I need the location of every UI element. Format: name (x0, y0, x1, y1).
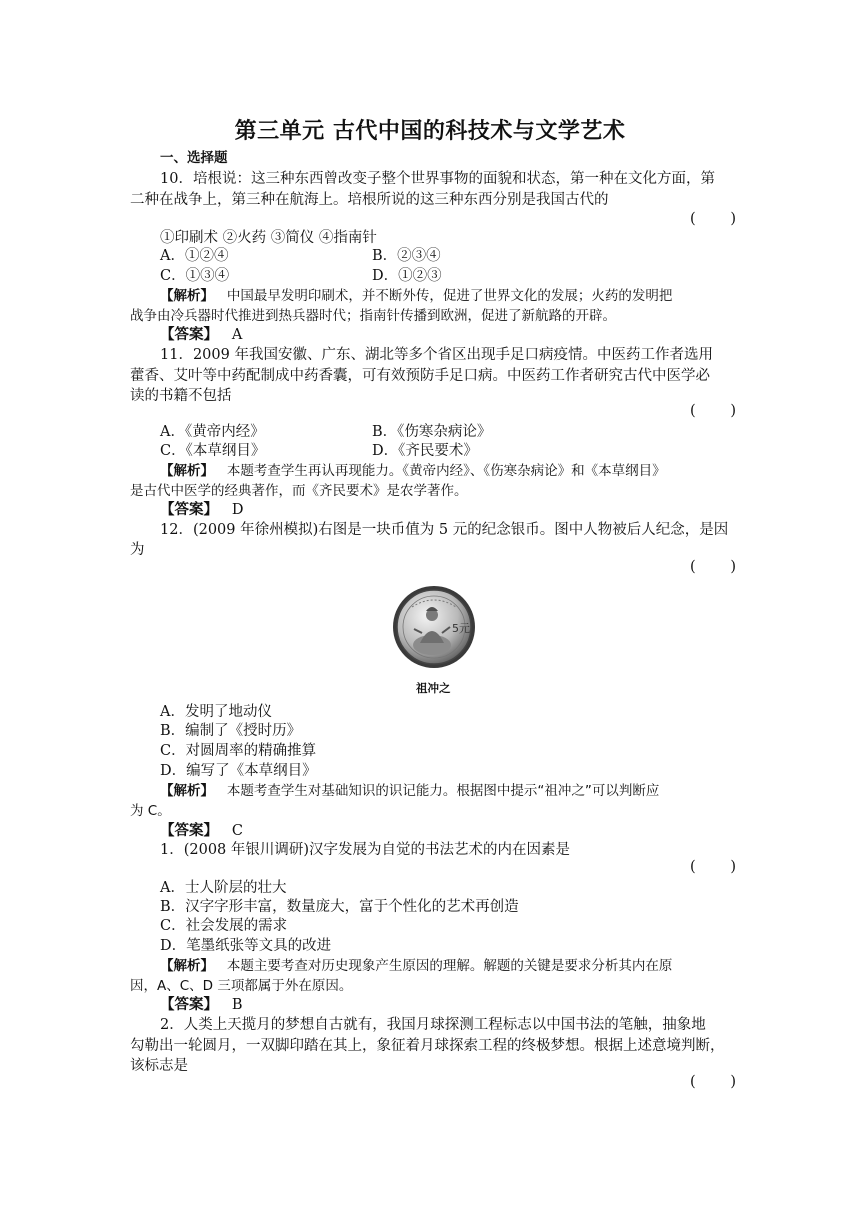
q10-explanation-line1: 【解析】 中国最早发明印刷术，并不断外传，促进了世界文化的发展；火药的发明把 (160, 288, 673, 304)
q10-answer-blank: ( ) (690, 211, 736, 227)
q12-explanation-line1: 【解析】 本题考查学生对基础知识的识记能力。根据图中提示“祖冲之”可以判断应 (160, 783, 660, 799)
q1-explanation-line2: 因，A、C、D 三项都属于外在原因。 (130, 978, 353, 994)
q11-option-c: C．《本草纲目》 (160, 443, 266, 459)
coin-denomination: 5元 (452, 622, 470, 635)
q11-answer: 【答案】 D (160, 502, 244, 518)
q11-stem-line1: 11．2009 年我国安徽、广东、湖北等多个省区出现手足口病疫情。中医药工作者选用 (160, 347, 713, 363)
q12-stem-line1: 12．(2009 年徐州模拟)右图是一块币值为 5 元的纪念银币。图中人物被后人纪念，是因 (160, 522, 729, 538)
q11-stem-line2: 藿香、艾叶等中药配制成中药香囊，可有效预防手足口病。中医药工作者研究古代中医学必 (130, 368, 710, 384)
q2-stem-line3: 该标志是 (130, 1058, 188, 1074)
q11-option-b: B．《伤寒杂病论》 (372, 424, 492, 440)
q10-explanation-line2: 战争由冷兵器时代推进到热兵器时代；指南针传播到欧洲，促进了新航路的开辟。 (130, 308, 616, 324)
q12-option-a: A．发明了地动仪 (160, 704, 272, 720)
q12-option-c: C．对圆周率的精确推算 (160, 743, 317, 759)
q1-answer: 【答案】 B (160, 997, 243, 1013)
q12-option-d: D．编写了《本草纲目》 (160, 763, 317, 779)
q1-option-c: C．社会发展的需求 (160, 918, 288, 934)
q1-option-a: A．士人阶层的壮大 (160, 880, 287, 896)
q10-items: ①印刷术 ②火药 ③简仪 ④指南针 (160, 230, 377, 246)
q10-option-a: A．①②④ (160, 248, 229, 264)
q12-option-b: B．编制了《授时历》 (160, 723, 302, 739)
q11-explanation-line1: 【解析】 本题考查学生再认再现能力。《黄帝内经》、《伤寒杂病论》和《本草纲目》 (160, 463, 666, 479)
q12-answer-blank: ( ) (690, 559, 736, 575)
q10-stem-line2: 二种在战争上，第三种在航海上。培根所说的这三种东西分别是我国古代的 (130, 192, 609, 208)
q10-stem-line1: 10．培根说：这三种东西曾改变子整个世界事物的面貌和状态，第一种在文化方面，第 (160, 171, 715, 187)
q10-answer: 【答案】 A (160, 327, 243, 343)
q11-explanation-line2: 是古代中医学的经典著作，而《齐民要术》是农学著作。 (130, 483, 468, 499)
q11-option-d: D．《齐民要术》 (372, 443, 478, 459)
q11-answer-blank: ( ) (690, 403, 736, 419)
q1-stem-line1: 1．(2008 年银川调研)汉字发展为自觉的书法艺术的内在因素是 (160, 842, 571, 858)
q11-option-a: A．《黄帝内经》 (160, 424, 265, 440)
q12-explanation-line2: 为 C。 (130, 803, 171, 819)
q12-stem-line2: 为 (130, 542, 145, 558)
q1-answer-blank: ( ) (690, 859, 736, 875)
q2-answer-blank: ( ) (690, 1074, 736, 1090)
commemorative-coin-image (392, 585, 476, 669)
q2-stem-line2: 勾勒出一轮圆月，一双脚印踏在其上，象征着月球探索工程的终极梦想。根据上述意境判断， (130, 1038, 725, 1054)
q1-option-d: D．笔墨纸张等文具的改进 (160, 938, 332, 954)
q10-option-d: D．①②③ (372, 268, 442, 284)
q1-explanation-line1: 【解析】 本题主要考查对历史现象产生原因的理解。解题的关键是要求分析其内在原 (160, 958, 673, 974)
q10-option-c: C．①③④ (160, 268, 230, 284)
section-heading: 一、选择题 (160, 150, 228, 166)
q2-stem-line1: 2．人类上天揽月的梦想自古就有，我国月球探测工程标志以中国书法的笔触，抽象地 (160, 1017, 706, 1033)
q10-option-b: B．②③④ (372, 248, 441, 264)
page-title: 第三单元 古代中国的科技术与文学艺术 (234, 119, 626, 144)
coin-caption: 祖冲之 (416, 681, 451, 695)
q12-answer: 【答案】 C (160, 823, 243, 839)
coin-figure-icon (392, 585, 476, 669)
q11-stem-line3: 读的书籍不包括 (130, 388, 232, 404)
q1-option-b: B．汉字字形丰富，数量庞大，富于个性化的艺术再创造 (160, 899, 519, 915)
